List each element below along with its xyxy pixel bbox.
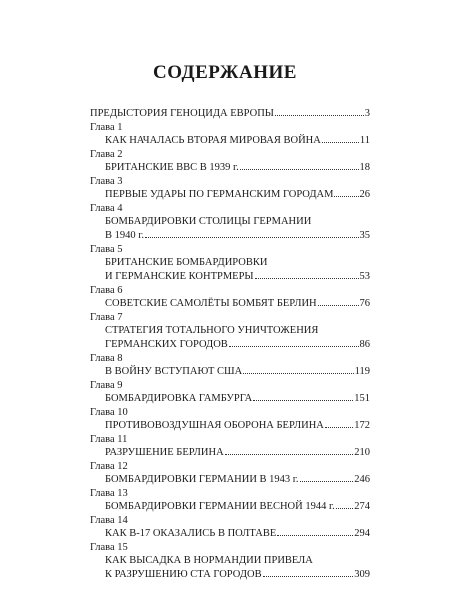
toc-entry [90,229,370,243]
toc-entry-title: БРИТАНСКИЕ БОМБАРДИРОВКИ [105,257,268,268]
chapter-label: Глава 12 [90,461,128,472]
toc-page-number: 3 [364,108,370,119]
toc-entry [90,134,370,148]
dot-leader [318,305,359,306]
toc-page-number: 151 [354,393,370,404]
dot-leader [145,237,358,238]
toc-entry-title: БРИТАНСКИЕ ВВС В 1939 г. [105,162,239,173]
toc-entry [90,188,370,202]
dot-leader [263,576,354,577]
page-title: СОДЕРЖАНИЕ [153,62,297,83]
dot-leader [240,169,359,170]
toc-entry-title: БОМБАРДИРОВКИ ГЕРМАНИИ В 1943 г. [105,474,299,485]
chapter-label: Глава 9 [90,380,123,391]
toc-entry [90,161,370,175]
toc-entry-title: В 1940 г. [105,230,145,241]
dot-leader [243,373,353,374]
toc-entry-title: ГЕРМАНСКИХ ГОРОДОВ [105,339,228,350]
dot-leader [334,196,358,197]
toc-entry-title: БОМБАРДИРОВКИ СТОЛИЦЫ ГЕРМАНИИ [105,216,312,227]
toc-entry [90,473,370,487]
toc-entry-title: СТРАТЕГИЯ ТОТАЛЬНОГО УНИЧТОЖЕНИЯ [105,325,319,336]
chapter-label: Глава 15 [90,542,128,553]
toc-entry-title: В ВОЙНУ ВСТУПАЮТ США [105,366,243,377]
toc-page-number: 18 [359,162,370,173]
toc-entry-title: БОМБАРДИРОВКИ ГЕРМАНИИ ВЕСНОЙ 1944 г. [105,501,335,512]
chapter-label: Глава 7 [90,312,123,323]
toc-entry-title: ПРОТИВОВОЗДУШНАЯ ОБОРОНА БЕРЛИНА [105,420,324,431]
toc-page-number: 76 [359,298,370,309]
dot-leader [322,142,359,143]
toc-entry-title: И ГЕРМАНСКИЕ КОНТРМЕРЫ [105,271,254,282]
toc-page-number: 11 [359,135,370,146]
chapter-label: Глава 8 [90,353,123,364]
toc-page-number: 274 [354,501,370,512]
dot-leader [336,508,354,509]
chapter-label: Глава 4 [90,203,123,214]
chapter-label: Глава 14 [90,515,128,526]
toc-entry [90,527,370,541]
dot-leader [255,278,359,279]
toc-entry-title: К РАЗРУШЕНИЮ СТА ГОРОДОВ [105,569,262,580]
toc-entry [90,297,370,311]
dot-leader [253,400,353,401]
chapter-label: Глава 1 [90,122,123,133]
dot-leader [277,535,353,536]
chapter-label: Глава 11 [90,434,128,445]
chapter-label: Глава 5 [90,244,123,255]
toc-entry-title: КАК В-17 ОКАЗАЛИСЬ В ПОЛТАВЕ [105,528,277,539]
toc-entry [90,392,370,406]
toc-page-number: 119 [354,366,370,377]
dot-leader [275,115,364,116]
toc-entry [90,500,370,514]
toc-page-number: 86 [359,339,370,350]
toc-page-number: 172 [354,420,370,431]
dot-leader [229,346,359,347]
chapter-label: Глава 6 [90,285,123,296]
toc-entry [90,324,370,338]
toc-page-number: 309 [354,569,370,580]
toc-entry [90,338,370,352]
toc-entry [90,446,370,460]
dot-leader [325,427,353,428]
toc-entry [90,568,370,582]
toc-page-number: 53 [359,271,370,282]
toc-page-number: 210 [354,447,370,458]
toc-entry-title: БОМБАРДИРОВКА ГАМБУРГА [105,393,253,404]
dot-leader [225,454,354,455]
toc-page-number: 26 [359,189,370,200]
toc-entry [90,554,370,568]
chapter-label: Глава 3 [90,176,123,187]
chapter-label: Глава 2 [90,149,123,160]
toc-entry [90,256,370,270]
toc-entry-prologue [90,107,370,121]
toc-entry [90,365,370,379]
chapter-label: Глава 10 [90,407,128,418]
table-of-contents [90,107,370,582]
toc-entry-title: СОВЕТСКИЕ САМОЛЁТЫ БОМБЯТ БЕРЛИН [105,298,317,309]
toc-entry-title: ПЕРВЫЕ УДАРЫ ПО ГЕРМАНСКИМ ГОРОДАМ [105,189,334,200]
toc-entry [90,270,370,284]
dot-leader [300,481,354,482]
toc-entry-title: ПРЕДЫСТОРИЯ ГЕНОЦИДА ЕВРОПЫ [90,108,274,119]
toc-page-number: 35 [359,230,370,241]
chapter-label: Глава 13 [90,488,128,499]
toc-entry-title: КАК НАЧАЛАСЬ ВТОРАЯ МИРОВАЯ ВОЙНА [105,135,321,146]
toc-page-number: 246 [354,474,370,485]
toc-entry-title: РАЗРУШЕНИЕ БЕРЛИНА [105,447,224,458]
toc-entry [90,419,370,433]
toc-page-number: 294 [354,528,370,539]
toc-entry-title: КАК ВЫСАДКА В НОРМАНДИИ ПРИВЕЛА [105,555,313,566]
toc-entry [90,215,370,229]
